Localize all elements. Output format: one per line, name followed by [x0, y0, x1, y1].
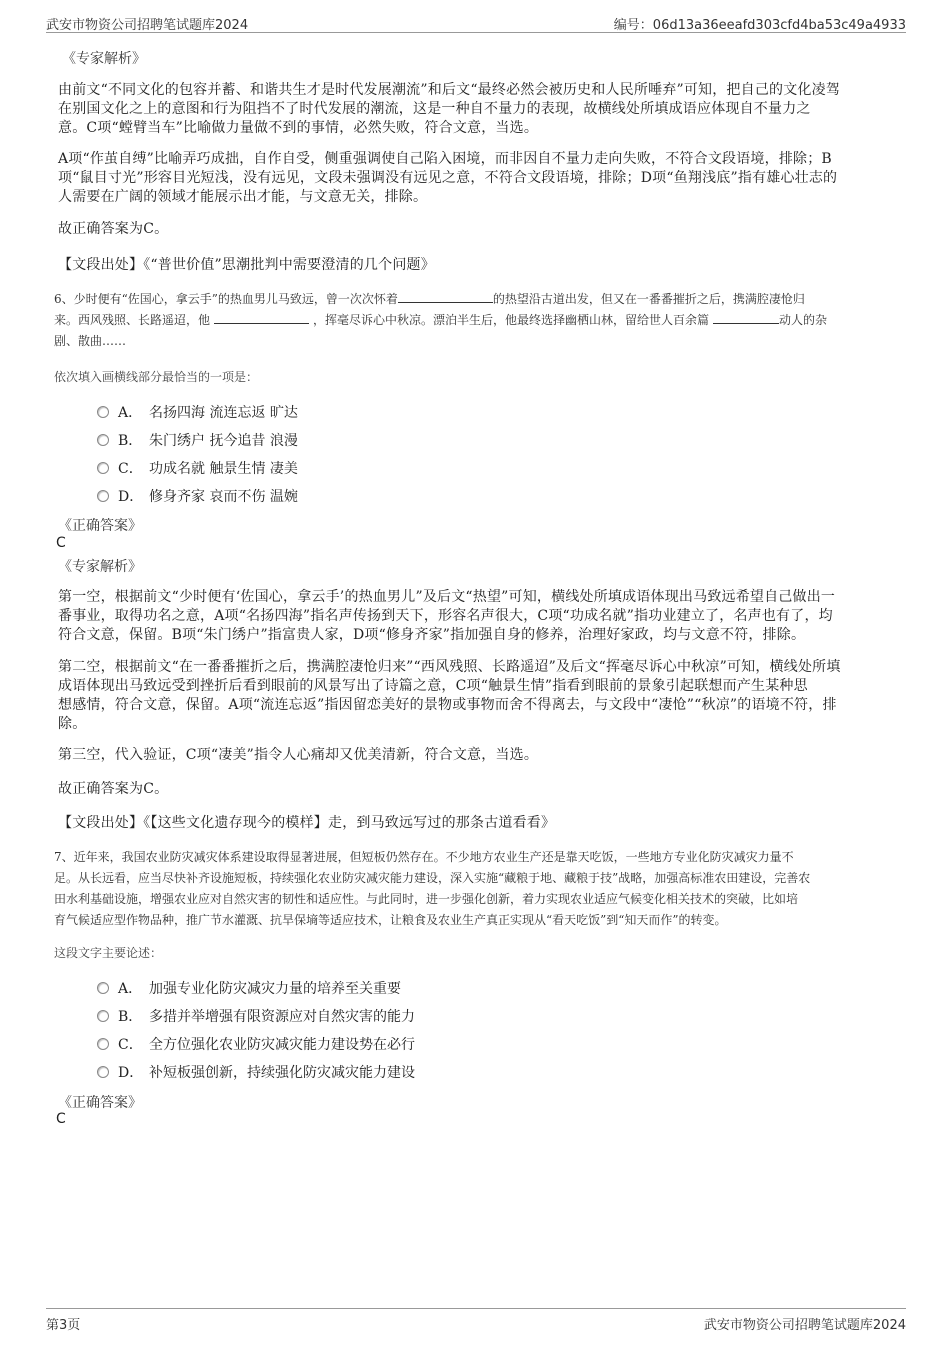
option-text: 多措并举增强有限资源应对自然灾害的能力 — [149, 1009, 415, 1025]
fill-blank-1 — [398, 289, 493, 303]
analysis-paragraph-2 — [58, 658, 894, 734]
option-letter: C． — [118, 1037, 143, 1053]
text-line: 符合文意，保留。B项“朱门绣户”指富贵人家，D项“修身齐家”指加强自身的修养，治理好家政，均与文意不符，排除。 — [58, 627, 806, 643]
page-footer — [46, 1308, 906, 1331]
radio-button[interactable] — [97, 406, 109, 418]
radio-button[interactable] — [97, 462, 109, 474]
option-letter: B． — [118, 1009, 143, 1025]
text-line: 成语体现出马致远受到挫折后看到眼前的风景写出了诗篇之意，C项“触景生情”指看到眼前的景象引起联想而产生某种思 — [58, 678, 808, 694]
text-line: 田水利基础设施，增强农业应对自然灾害的韧性和适应性。与此同时，进一步强化创新，着力实现农业适应气候变化相关技术的突破，比如培 — [54, 892, 799, 906]
text-line: 人需要在广阔的领域才能展示出才能，与文意无关，排除。 — [58, 189, 428, 205]
option-text: 补短板强创新，持续强化防灾减灾能力建设 — [149, 1065, 415, 1081]
option-text: 修身齐家 哀而不伤 温婉 — [149, 489, 298, 505]
answer-value: C — [56, 1111, 66, 1127]
text-line: 6、少时便有“佐国心，拿云手”的热血男儿马致远，曾一次次怀着 的热望沿古道出发，但又在一番番摧折之后，携满腔凄怆归 — [54, 289, 902, 310]
text-line: 第一空，根据前文“少时便有‘佐国心，拿云手’的热血男儿”及后文“热望”可知，横线处所填成语体现出马致远希望自己做出一 — [58, 589, 836, 605]
analysis-heading: 《专家解析》 — [58, 559, 142, 575]
option-text: 朱门绣户 抚今追昔 浪漫 — [149, 433, 298, 449]
text-line: 剧、散曲…… — [54, 334, 127, 348]
radio-button[interactable] — [97, 982, 109, 994]
analysis-heading: 《专家解析》 — [62, 51, 146, 67]
text-line: 在别国文化之上的意图和行为阻挡不了时代发展的潮流，这是一种自不量力的表现，故横线处所填成语应体现自不量力之 — [58, 101, 811, 117]
footer-title: 武安市物资公司招聘笔试题库2024 — [703, 1318, 906, 1333]
analysis-paragraph-1 — [58, 81, 894, 138]
option-text: 名扬四海 流连忘返 旷达 — [149, 405, 298, 421]
fill-blank-2 — [214, 310, 309, 324]
answer-value: C — [56, 535, 66, 551]
header-title: 武安市物资公司招聘笔试题库2024 — [46, 18, 249, 33]
text-line: 意。C项“螳臂当车”比喻做力量做不到的事情，必然失败，符合文意，当选。 — [58, 120, 539, 136]
option-letter: D． — [118, 1065, 144, 1081]
conclusion: 故正确答案为C。 — [58, 781, 169, 797]
page-number: 第3页 — [46, 1318, 81, 1333]
radio-button[interactable] — [97, 490, 109, 502]
text-line: 来。西风残照、长路遥迢，他 ，挥毫尽诉心中秋凉。漂泊半生后，他最终选择幽栖山林，留给世人百余篇 动人的杂 — [54, 310, 902, 331]
radio-button[interactable] — [97, 434, 109, 446]
text-line: 想感情，符合文意，保留。A项“流连忘返”指因留恋美好的景物或事物而舍不得离去，与文段中“凄怆”“秋凉”的语境不符，排 — [58, 697, 837, 713]
question-6-stem — [54, 289, 902, 352]
question-7-prompt: 这段文字主要论述： — [54, 946, 163, 960]
radio-button[interactable] — [97, 1010, 109, 1022]
text-line: 除。 — [58, 716, 87, 732]
answer-heading: 《正确答案》 — [58, 518, 142, 534]
text-line: 育气候适应型作物品种，推广节水灌溉、抗旱保墒等适应技术，让粮食及农业生产真正实现从“看天吃饭”到“知天而作”的转变。 — [54, 913, 727, 927]
radio-button[interactable] — [97, 1066, 109, 1078]
option-letter: D． — [118, 489, 144, 505]
option-letter: A． — [118, 981, 143, 997]
analysis-paragraph-3: 第三空，代入验证，C项“凄美”指令人心痛却又优美清新，符合文意，当选。 — [58, 747, 539, 763]
option-letter: C． — [118, 461, 143, 477]
text-line: 7、近年来，我国农业防灾减灾体系建设取得显著进展，但短板仍然存在。不少地方农业生产还是靠天吃饭，一些地方专业化防灾减灾力量不 — [54, 850, 794, 864]
answer-heading: 《正确答案》 — [58, 1095, 142, 1111]
radio-button[interactable] — [97, 1038, 109, 1050]
option-letter: B． — [118, 433, 143, 449]
question-6-prompt: 依次填入画横线部分最恰当的一项是： — [54, 370, 259, 384]
question-7-stem — [54, 847, 902, 931]
option-letter: A． — [118, 405, 143, 421]
analysis-paragraph-2 — [58, 150, 894, 207]
text-line: A项“作茧自缚”比喻弄巧成拙，自作自受，侧重强调使自己陷入困境，而非因自不量力走向失败，不符合文段语境，排除；B — [58, 151, 832, 167]
source-citation: 【文段出处】《【这些文化遗存现今的模样】走，到马致远写过的那条古道看看》 — [58, 815, 556, 831]
text-line: 第二空，根据前文“在一番番摧折之后，携满腔凄怆归来”“西风残照、长路遥迢”及后文“挥毫尽诉心中秋凉”可知，横线处所填 — [58, 659, 841, 675]
option-text: 全方位强化农业防灾减灾能力建设势在必行 — [149, 1037, 415, 1053]
option-text: 功成名就 触景生情 凄美 — [149, 461, 298, 477]
text-line: 足。从长远看，应当尽快补齐设施短板，持续强化农业防灾减灾能力建设，深入实施“藏粮于地、藏粮于技”战略，加强高标准农田建设，完善农 — [54, 871, 811, 885]
page-header — [46, 10, 906, 33]
option-text: 加强专业化防灾减灾力量的培养至关重要 — [149, 981, 401, 997]
fill-blank-3 — [713, 310, 779, 324]
text-line: 番事业，取得功名之意，A项“名扬四海”指名声传扬到天下，形容名声很大，C项“功成名就”指功业建立了，名声也有了，均 — [58, 608, 833, 624]
text-line: 由前文“不同文化的包容并蓄、和谐共生才是时代发展潮流”和后文“最终必然会被历史和人民所唾弃”可知，把自己的文化凌驾 — [58, 82, 841, 98]
conclusion: 故正确答案为C。 — [58, 221, 169, 237]
header-doc-id: 编号：06d13a36eeafd303cfd4ba53c49a4933 — [613, 18, 906, 33]
text-line: 项“鼠目寸光”形容目光短浅，没有远见，文段未强调没有远见之意，不符合文段语境，排除；D项“鱼翔浅底”指有雄心壮志的 — [58, 170, 838, 186]
analysis-paragraph-1 — [58, 588, 894, 645]
source-citation: 【文段出处】《“普世价值”思潮批判中需要澄清的几个问题》 — [58, 257, 435, 273]
